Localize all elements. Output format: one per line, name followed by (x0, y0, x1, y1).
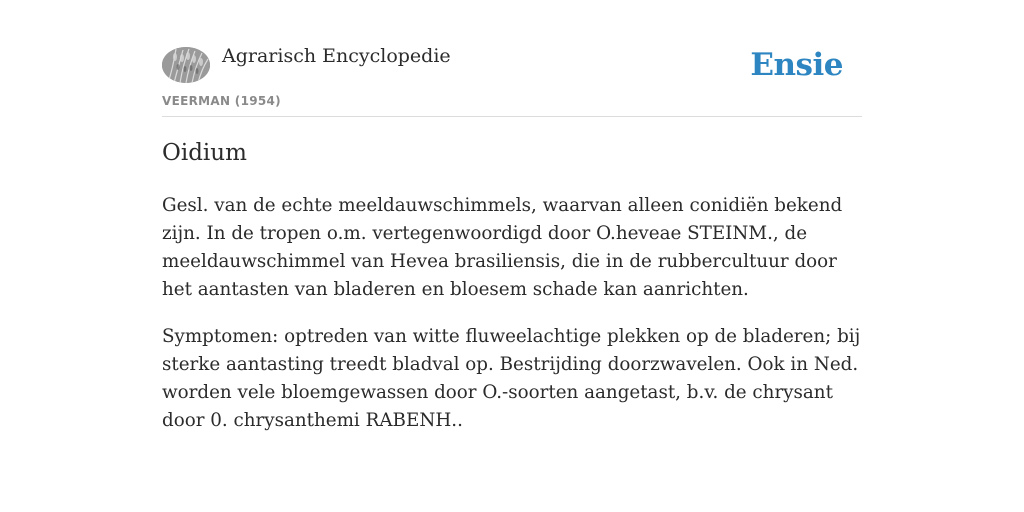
entry-body (162, 192, 862, 454)
ensie-logo-link[interactable]: Ensie (750, 47, 843, 83)
header (162, 0, 862, 117)
paragraph: Symptomen: optreden van witte fluweelachtige plekken op de bladeren; bij sterke aantasting treedt bladval op. Bestrijding doorzwavelen. Ook in Ned. worden vele bloemgewassen door O.-soorten aangetast, b.v. de chrysant door 0. chrysanthemi RABENH.. (162, 326, 861, 431)
book-title[interactable]: Agrarisch Encyclopedie (222, 45, 451, 67)
publication-year: 1954 (240, 94, 276, 108)
author-name[interactable]: VEERMAN (162, 94, 231, 108)
content-container (162, 0, 862, 431)
entry-title: Oidium (162, 140, 247, 166)
author-byline: VEERMAN (1954) (162, 94, 281, 108)
wheat-ears-icon[interactable] (162, 47, 210, 83)
paragraph: Gesl. van de echte meeldauwschimmels, waarvan alleen conidiën bekend zijn. In de tropen o.m. vertegenwoordigd door O.heveae STEINM., de meeldauwschimmel van Hevea brasiliensis, die in de rubbercultuur door het aantasten van bladeren en bloesem schade kan aanrichten. (162, 195, 843, 300)
